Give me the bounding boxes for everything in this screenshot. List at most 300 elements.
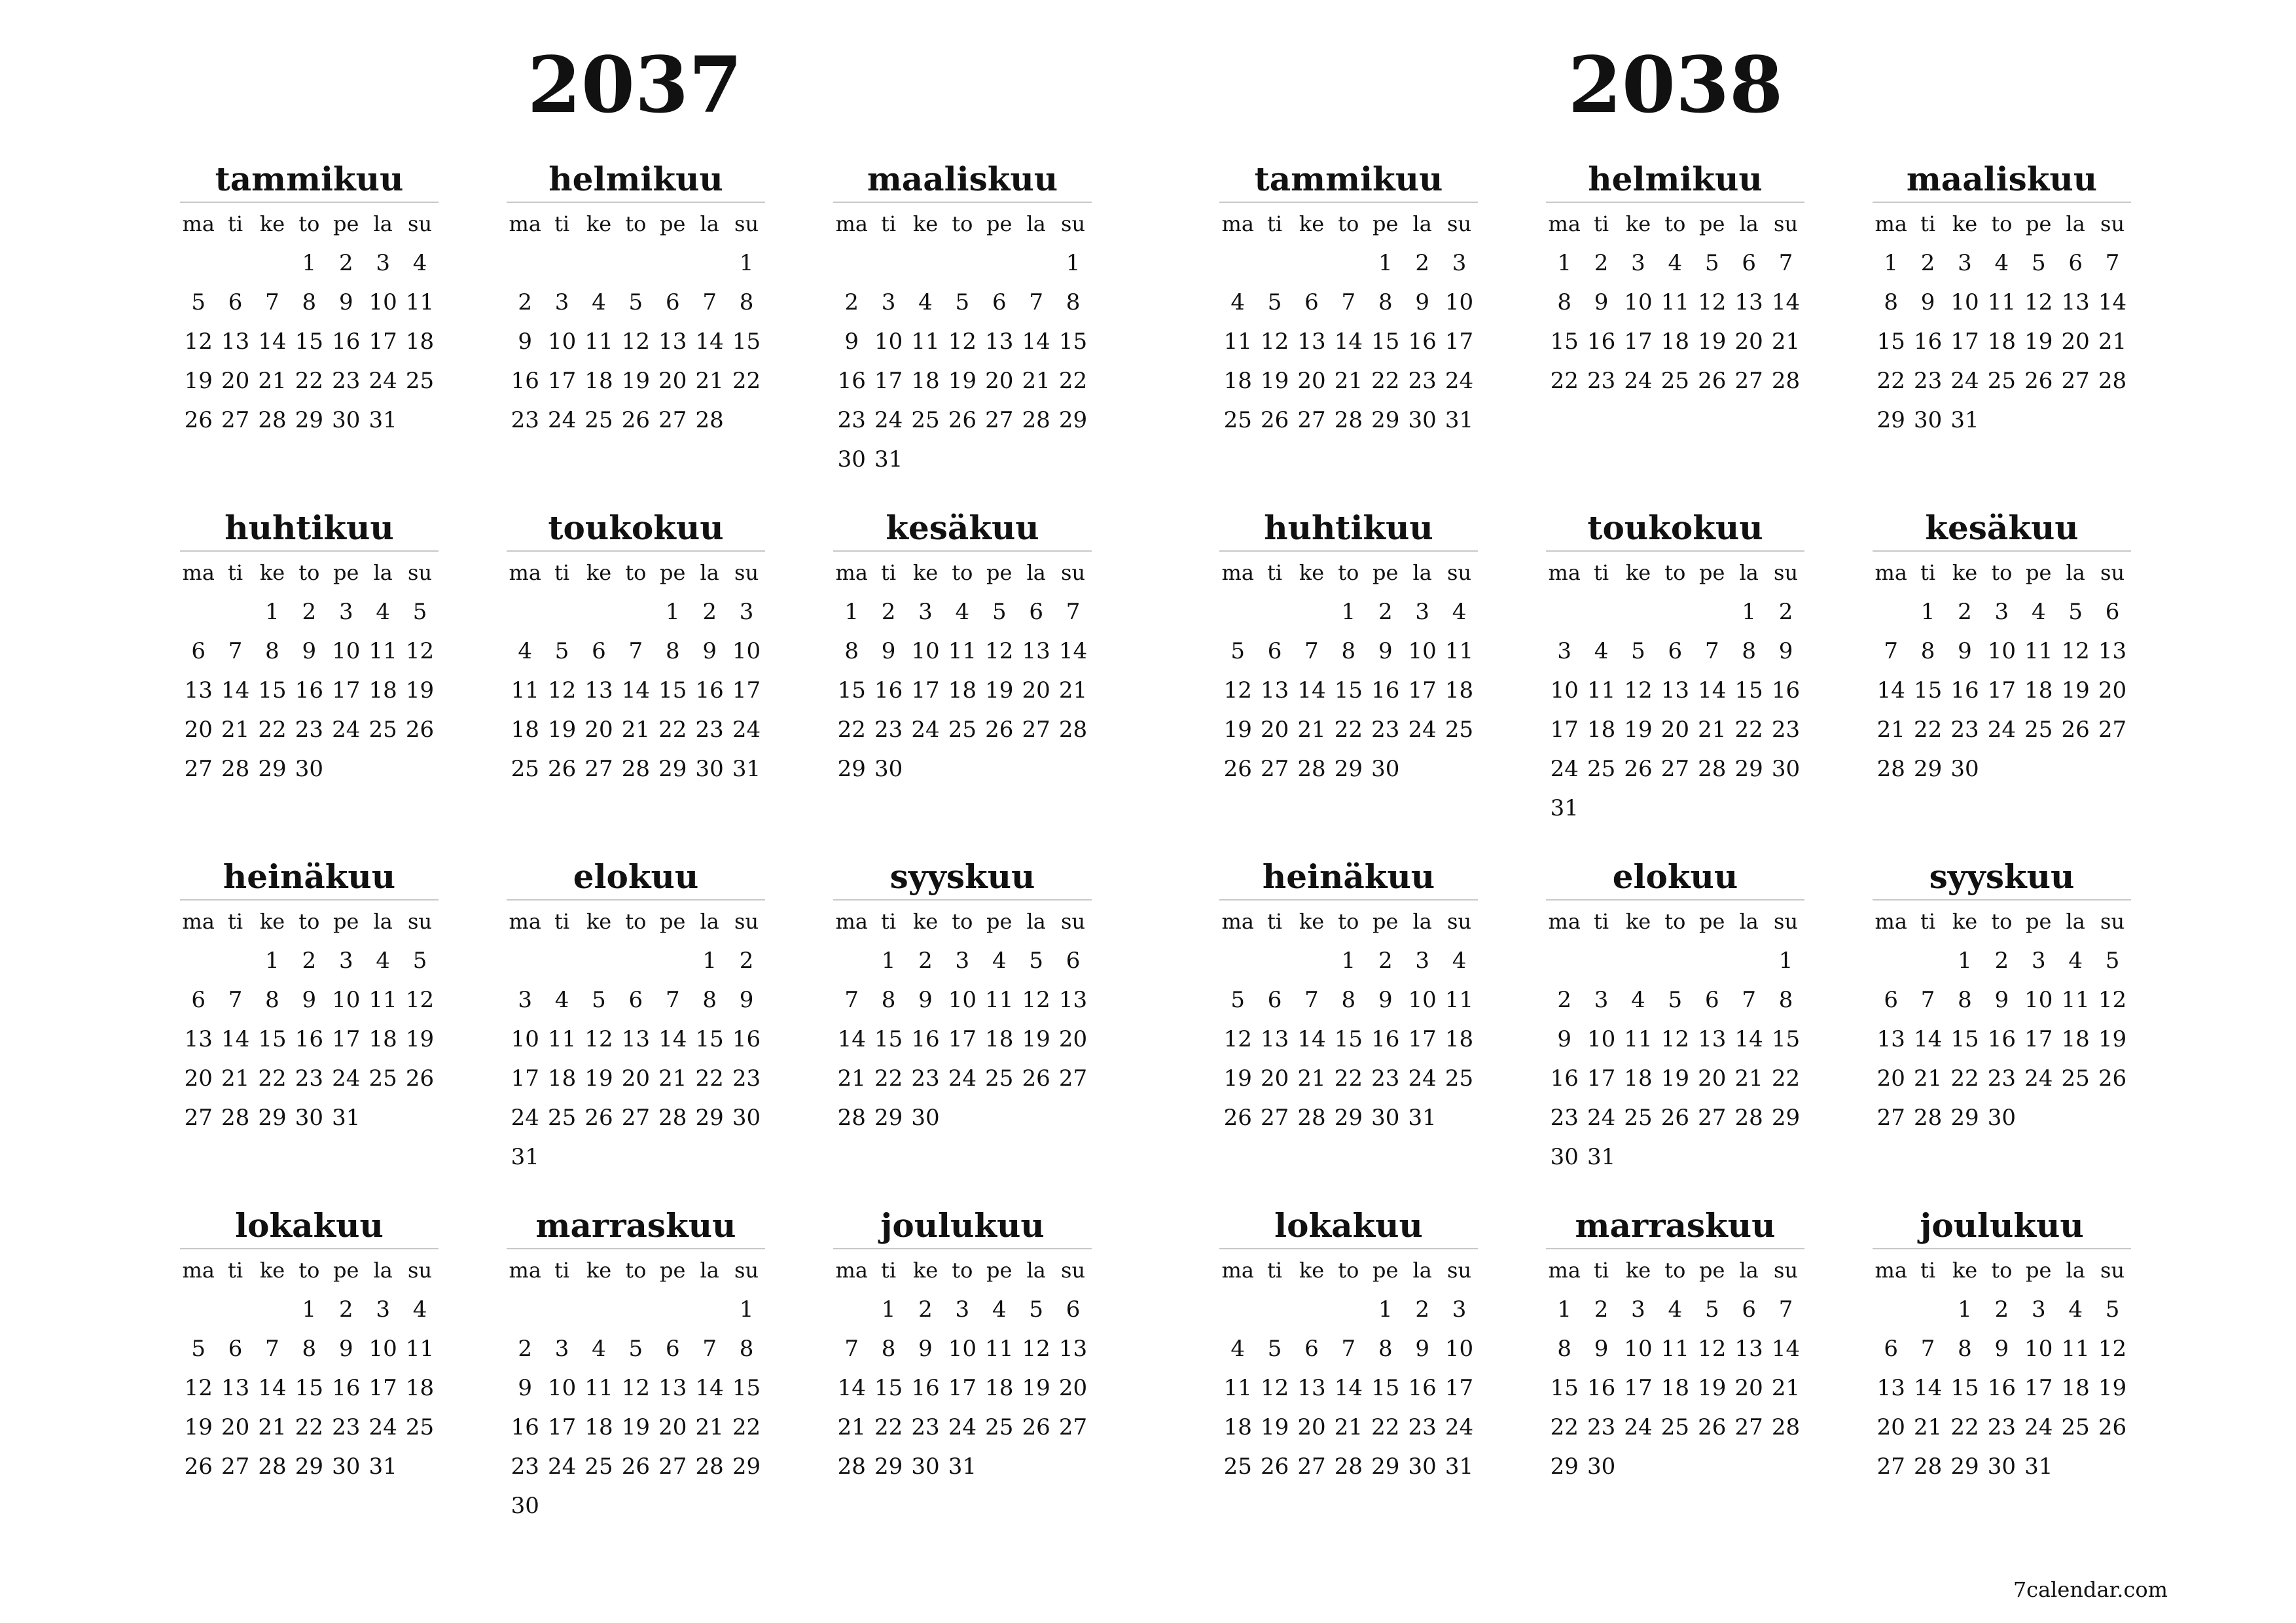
day-cell: 21 — [621, 717, 650, 743]
weekday-label: ma — [1221, 909, 1254, 934]
empty-cell — [1054, 749, 1091, 789]
day-cell: 11 — [2061, 1336, 2090, 1362]
day-cell: 5 — [412, 599, 427, 625]
month-lokakuu — [1219, 1204, 1478, 1486]
day-cell: 20 — [221, 368, 250, 394]
empty-cell — [1054, 1447, 1091, 1486]
weekday-label: ke — [259, 560, 285, 585]
day-cell: 5 — [2068, 599, 2083, 625]
day-cell: 25 — [1223, 407, 1252, 433]
day-cell: 13 — [1876, 1375, 1905, 1401]
day-cell: 9 — [1994, 1336, 2009, 1362]
empty-cell — [2094, 1447, 2130, 1486]
weekday-label: ma — [1221, 211, 1254, 236]
week-row — [833, 1368, 1092, 1408]
day-cell: 21 — [1297, 1065, 1326, 1092]
day-cell: 2 — [1778, 599, 1793, 625]
day-cell: 22 — [1334, 717, 1363, 743]
day-cell: 25 — [511, 756, 539, 782]
month-elokuu — [507, 855, 765, 1177]
weekday-label: ti — [881, 211, 897, 236]
day-cell: 27 — [584, 756, 613, 782]
day-cell: 8 — [1066, 289, 1081, 315]
empty-cell — [1404, 749, 1441, 789]
weekday-label: pe — [986, 909, 1013, 934]
weekday-label: la — [1412, 560, 1432, 585]
week-row — [507, 1368, 765, 1408]
day-cell: 13 — [1876, 1026, 1905, 1052]
month-joulukuu — [833, 1204, 1092, 1486]
day-cell: 5 — [628, 1336, 643, 1362]
day-cell: 30 — [1550, 1144, 1579, 1170]
day-cell: 5 — [592, 987, 606, 1013]
day-cell: 23 — [332, 368, 361, 394]
day-cell: 8 — [881, 987, 896, 1013]
week-row — [180, 1059, 439, 1098]
weekday-label: ke — [912, 560, 939, 585]
empty-cell — [507, 243, 543, 283]
day-cell: 1 — [881, 1296, 896, 1323]
day-cell: 13 — [658, 1375, 687, 1401]
weekday-label: to — [952, 211, 973, 236]
weekday-label: to — [298, 560, 320, 585]
day-cell: 23 — [1587, 1414, 1616, 1440]
day-cell: 3 — [1452, 1296, 1467, 1323]
day-cell: 3 — [1594, 987, 1609, 1013]
day-cell: 17 — [547, 368, 577, 394]
day-cell: 29 — [295, 1454, 323, 1480]
day-cell: 18 — [948, 677, 977, 704]
day-cell: 25 — [1660, 1414, 1689, 1440]
day-cell: 4 — [1668, 1296, 1683, 1323]
day-cell: 29 — [874, 1454, 903, 1480]
day-cell: 3 — [739, 599, 754, 625]
day-cell: 27 — [658, 407, 687, 433]
empty-cell — [254, 1290, 291, 1329]
day-cell: 29 — [1876, 407, 1905, 433]
empty-cell — [655, 1486, 691, 1525]
day-cell: 12 — [1022, 1336, 1050, 1362]
day-cell: 29 — [258, 1105, 287, 1131]
day-cell: 20 — [1022, 677, 1050, 704]
week-row — [507, 1059, 765, 1098]
day-cell: 24 — [1950, 368, 1979, 394]
day-cell: 23 — [911, 1065, 940, 1092]
day-cell: 3 — [1958, 250, 1972, 276]
day-cell: 26 — [621, 1454, 650, 1480]
day-cell: 17 — [1587, 1065, 1616, 1092]
month-divider — [1873, 550, 2131, 552]
day-cell: 2 — [338, 1296, 353, 1323]
weekday-label: to — [298, 1258, 320, 1283]
day-cell: 24 — [2024, 1414, 2053, 1440]
day-cell: 10 — [547, 329, 577, 355]
day-cell: 3 — [2031, 1296, 2046, 1323]
day-cell: 18 — [985, 1375, 1014, 1401]
week-row — [180, 1368, 439, 1408]
day-cell: 3 — [955, 948, 970, 974]
weekday-label: ma — [1548, 909, 1581, 934]
day-cell: 30 — [732, 1105, 761, 1131]
day-cell: 14 — [1698, 677, 1727, 704]
weekday-label: su — [408, 560, 433, 585]
day-cell: 9 — [739, 987, 754, 1013]
day-cell: 29 — [1334, 756, 1363, 782]
month-name: helmikuu — [1588, 160, 1763, 198]
weekday-label: la — [1026, 909, 1046, 934]
week-row — [507, 1137, 765, 1177]
day-cell: 10 — [368, 1336, 397, 1362]
weekday-label: ke — [1299, 560, 1325, 585]
day-cell: 25 — [368, 1065, 397, 1092]
weekday-label: ke — [1625, 909, 1651, 934]
month-name: heinäkuu — [223, 857, 396, 896]
empty-cell — [2094, 749, 2130, 789]
week-row — [833, 1290, 1092, 1329]
month-kesäkuu — [833, 506, 1092, 789]
day-cell: 26 — [985, 717, 1014, 743]
day-cell: 20 — [1297, 368, 1326, 394]
week-row — [1873, 361, 2131, 401]
day-cell: 20 — [1058, 1026, 1088, 1052]
day-cell: 4 — [1230, 289, 1246, 315]
weekday-label: la — [700, 560, 719, 585]
day-cell: 13 — [1297, 1375, 1326, 1401]
weekday-label: ti — [1594, 1258, 1609, 1283]
day-cell: 2 — [1594, 1296, 1609, 1323]
day-cell: 9 — [302, 638, 317, 664]
day-cell: 8 — [1378, 1336, 1393, 1362]
week-row — [1219, 671, 1478, 710]
day-cell: 26 — [1022, 1065, 1050, 1092]
day-cell: 24 — [547, 407, 577, 433]
day-cell: 25 — [1587, 756, 1616, 782]
empty-cell — [1694, 1447, 1731, 1486]
weekday-label: ti — [1267, 909, 1283, 934]
empty-cell — [217, 592, 253, 632]
week-row — [1546, 1329, 1804, 1368]
empty-cell — [2057, 1098, 2094, 1137]
day-cell: 2 — [1920, 250, 1935, 276]
week-row — [507, 401, 765, 440]
empty-cell — [1219, 243, 1256, 283]
day-cell: 1 — [1378, 250, 1393, 276]
day-cell: 15 — [258, 677, 287, 704]
day-cell: 22 — [732, 1414, 761, 1440]
week-row — [1873, 1290, 2131, 1329]
week-row — [1873, 710, 2131, 749]
weekday-label: su — [734, 909, 759, 934]
day-cell: 11 — [1223, 329, 1252, 355]
day-cell: 23 — [1371, 1065, 1400, 1092]
month-maaliskuu — [1873, 157, 2131, 440]
day-cell: 12 — [948, 329, 977, 355]
day-cell: 17 — [2024, 1375, 2053, 1401]
day-cell: 26 — [184, 407, 213, 433]
day-cell: 11 — [584, 329, 613, 355]
weekday-header — [1219, 1251, 1478, 1290]
day-cell: 27 — [2061, 368, 2090, 394]
day-cell: 10 — [1624, 289, 1653, 315]
month-maaliskuu — [833, 157, 1092, 479]
month-name: tammikuu — [215, 160, 404, 198]
day-cell: 2 — [1415, 1296, 1429, 1323]
day-cell: 5 — [1267, 1336, 1282, 1362]
weekday-label: ma — [182, 1258, 215, 1283]
day-cell: 8 — [265, 638, 279, 664]
day-cell: 23 — [1987, 1414, 2016, 1440]
empty-cell — [617, 1290, 654, 1329]
day-cell: 24 — [1444, 368, 1474, 394]
day-cell: 8 — [1341, 638, 1356, 664]
day-cell: 10 — [1587, 1026, 1616, 1052]
weekday-header — [507, 553, 765, 592]
day-cell: 8 — [302, 289, 317, 315]
day-cell: 10 — [1444, 1336, 1474, 1362]
day-cell: 16 — [295, 677, 323, 704]
week-row — [1546, 671, 1804, 710]
weekday-label: su — [408, 909, 433, 934]
empty-cell — [581, 941, 617, 980]
empty-cell — [1219, 941, 1256, 980]
day-cell: 9 — [1594, 289, 1609, 315]
day-cell: 25 — [368, 717, 397, 743]
empty-cell — [2020, 1098, 2057, 1137]
week-row — [1873, 749, 2131, 789]
weekday-label: la — [1026, 560, 1046, 585]
day-cell: 25 — [405, 368, 435, 394]
empty-cell — [1620, 1137, 1657, 1177]
day-cell: 6 — [1742, 1296, 1756, 1323]
empty-cell — [1583, 592, 1619, 632]
empty-cell — [1873, 592, 1909, 632]
weekday-label: ma — [835, 1258, 868, 1283]
day-cell: 21 — [258, 1414, 287, 1440]
day-cell: 21 — [695, 368, 724, 394]
day-cell: 9 — [702, 638, 717, 664]
month-name: marraskuu — [1575, 1206, 1776, 1245]
empty-cell — [1731, 1137, 1767, 1177]
day-cell: 28 — [258, 407, 287, 433]
day-cell: 4 — [2031, 599, 2046, 625]
empty-cell — [2057, 1447, 2094, 1486]
day-cell: 18 — [1444, 677, 1474, 704]
day-cell: 19 — [405, 677, 435, 704]
weekday-label: su — [734, 211, 759, 236]
week-row — [1873, 592, 2131, 632]
empty-cell — [2020, 749, 2057, 789]
day-cell: 20 — [1734, 329, 1763, 355]
weekday-label: su — [1061, 909, 1086, 934]
day-cell: 11 — [985, 987, 1014, 1013]
weekday-label: su — [408, 1258, 433, 1283]
weekday-label: pe — [1699, 1258, 1725, 1283]
weekday-label: ti — [881, 560, 897, 585]
empty-cell — [833, 941, 870, 980]
day-cell: 5 — [2105, 1296, 2120, 1323]
day-cell: 16 — [332, 1375, 361, 1401]
week-row — [1873, 283, 2131, 322]
week-row — [1546, 980, 1804, 1020]
weekday-label: su — [1774, 909, 1799, 934]
empty-cell — [1256, 592, 1293, 632]
day-cell: 28 — [1913, 1454, 1943, 1480]
day-cell: 22 — [1913, 717, 1943, 743]
day-cell: 13 — [1058, 1336, 1088, 1362]
day-cell: 8 — [1557, 289, 1572, 315]
empty-cell — [1054, 440, 1091, 479]
day-cell: 16 — [837, 368, 866, 394]
empty-cell — [401, 749, 438, 789]
day-cell: 9 — [338, 289, 353, 315]
day-cell: 26 — [547, 756, 577, 782]
empty-cell — [1583, 789, 1619, 828]
week-row — [507, 1408, 765, 1447]
weekday-label: la — [1739, 1258, 1759, 1283]
day-cell: 24 — [1408, 717, 1437, 743]
day-cell: 20 — [584, 717, 613, 743]
day-cell: 2 — [918, 948, 933, 974]
day-cell: 19 — [948, 368, 977, 394]
day-cell: 25 — [1624, 1105, 1653, 1131]
weekday-label: ma — [1874, 909, 1907, 934]
month-divider — [1873, 1248, 2131, 1249]
day-cell: 14 — [1734, 1026, 1763, 1052]
day-cell: 12 — [985, 638, 1014, 664]
month-divider — [1546, 202, 1804, 203]
day-cell: 1 — [1378, 1296, 1393, 1323]
day-cell: 25 — [1223, 1454, 1252, 1480]
day-cell: 6 — [1304, 1336, 1319, 1362]
month-lokakuu — [180, 1204, 439, 1486]
weekday-label: ke — [912, 909, 939, 934]
day-cell: 20 — [658, 1414, 687, 1440]
day-cell: 8 — [1958, 987, 1972, 1013]
day-cell: 6 — [191, 638, 206, 664]
day-cell: 20 — [658, 368, 687, 394]
day-cell: 29 — [695, 1105, 724, 1131]
day-cell: 16 — [911, 1375, 940, 1401]
day-cell: 5 — [412, 948, 427, 974]
month-name: toukokuu — [1587, 508, 1763, 547]
day-cell: 25 — [985, 1414, 1014, 1440]
day-cell: 30 — [1371, 756, 1400, 782]
day-cell: 7 — [265, 289, 279, 315]
day-cell: 28 — [1022, 407, 1050, 433]
day-cell: 18 — [1587, 717, 1616, 743]
week-row — [1873, 322, 2131, 361]
day-cell: 7 — [844, 987, 859, 1013]
weekday-label: ke — [1299, 211, 1325, 236]
day-cell: 24 — [511, 1105, 539, 1131]
week-row — [833, 440, 1092, 479]
week-row — [833, 671, 1092, 710]
day-cell: 24 — [732, 717, 761, 743]
day-cell: 29 — [258, 756, 287, 782]
weekday-label: pe — [1699, 560, 1725, 585]
day-cell: 15 — [1950, 1375, 1979, 1401]
empty-cell — [543, 941, 580, 980]
empty-cell — [543, 1137, 580, 1177]
day-cell: 22 — [695, 1065, 724, 1092]
week-row — [180, 1329, 439, 1368]
day-cell: 26 — [1223, 1105, 1252, 1131]
empty-cell — [1694, 789, 1731, 828]
month-name: marraskuu — [535, 1206, 736, 1245]
day-cell: 12 — [1022, 987, 1050, 1013]
day-cell: 9 — [338, 1336, 353, 1362]
day-cell: 4 — [1594, 638, 1609, 664]
day-cell: 5 — [955, 289, 970, 315]
weekday-label: ti — [881, 1258, 897, 1283]
week-row — [833, 980, 1092, 1020]
day-cell: 2 — [702, 599, 717, 625]
weekday-label: pe — [660, 1258, 686, 1283]
day-cell: 28 — [258, 1454, 287, 1480]
day-cell: 16 — [1987, 1026, 2016, 1052]
day-cell: 29 — [295, 407, 323, 433]
empty-cell — [1731, 1447, 1767, 1486]
week-row — [1219, 710, 1478, 749]
day-cell: 22 — [1371, 1414, 1400, 1440]
day-cell: 30 — [295, 1105, 323, 1131]
day-cell: 28 — [1334, 1454, 1363, 1480]
day-cell: 31 — [874, 446, 903, 473]
day-cell: 27 — [1058, 1065, 1088, 1092]
day-cell: 3 — [2031, 948, 2046, 974]
month-divider — [833, 202, 1092, 203]
day-cell: 1 — [1557, 250, 1572, 276]
week-row — [180, 361, 439, 401]
week-row — [1546, 941, 1804, 980]
month-marraskuu — [507, 1204, 765, 1525]
week-row — [833, 710, 1092, 749]
day-cell: 2 — [302, 948, 317, 974]
day-cell: 10 — [911, 638, 940, 664]
day-cell: 10 — [332, 638, 361, 664]
day-cell: 10 — [368, 289, 397, 315]
weekday-label: pe — [660, 211, 686, 236]
day-cell: 21 — [1913, 1065, 1943, 1092]
weekday-label: ma — [835, 211, 868, 236]
day-cell: 7 — [2105, 250, 2120, 276]
day-cell: 12 — [184, 1375, 213, 1401]
day-cell: 1 — [665, 599, 680, 625]
day-cell: 13 — [2061, 289, 2090, 315]
weekday-label: ti — [1267, 560, 1283, 585]
day-cell: 10 — [1624, 1336, 1653, 1362]
day-cell: 2 — [518, 289, 533, 315]
month-divider — [1546, 1248, 1804, 1249]
empty-cell — [981, 243, 1018, 283]
day-cell: 2 — [1994, 1296, 2009, 1323]
week-row — [180, 671, 439, 710]
day-cell: 17 — [948, 1375, 977, 1401]
day-cell: 21 — [1297, 717, 1326, 743]
weekday-header — [1873, 204, 2131, 243]
week-row — [833, 1098, 1092, 1137]
day-cell: 23 — [1371, 717, 1400, 743]
day-cell: 31 — [1444, 407, 1474, 433]
day-cell: 19 — [2024, 329, 2053, 355]
empty-cell — [365, 749, 401, 789]
weekday-label: ke — [586, 1258, 612, 1283]
day-cell: 26 — [1260, 1454, 1289, 1480]
day-cell: 20 — [221, 1414, 250, 1440]
week-row — [1219, 361, 1478, 401]
month-name: syyskuu — [889, 857, 1035, 896]
day-cell: 15 — [658, 677, 687, 704]
